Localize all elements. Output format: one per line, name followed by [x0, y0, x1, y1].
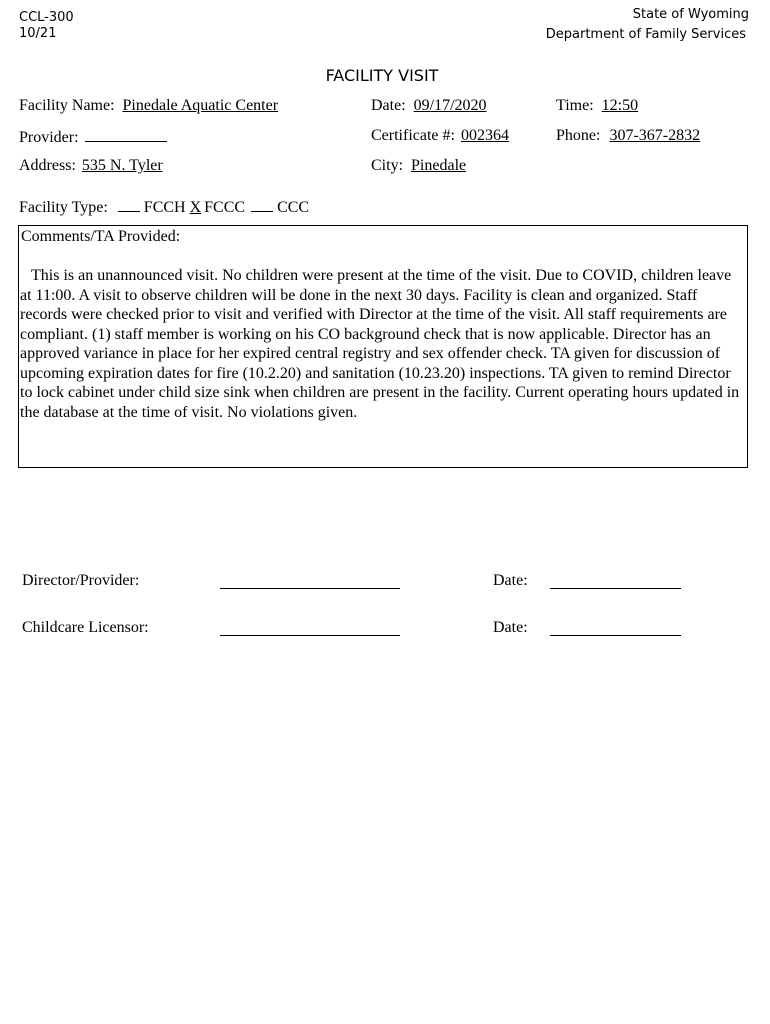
city-row — [371, 157, 466, 175]
facility-type-row — [19, 197, 309, 217]
date-label: Date: — [371, 97, 406, 114]
facility-name-label: Facility Name: — [19, 97, 115, 114]
facility-type-label: Facility Type: — [19, 199, 108, 216]
licensor-date-label: Date: — [493, 619, 528, 636]
time-label: Time: — [556, 97, 594, 114]
certificate-label: Certificate #: — [371, 127, 455, 144]
ccc-label: CCC — [277, 199, 310, 216]
address-value: 535 N. Tyler — [81, 157, 163, 174]
childcare-licensor-label: Childcare Licensor: — [22, 619, 149, 636]
certificate-value: 002364 — [460, 127, 509, 144]
date-value: 09/17/2020 — [413, 97, 487, 114]
form-code: CCL-300 — [19, 10, 74, 25]
address-row — [19, 157, 163, 175]
address-label: Address: — [19, 157, 76, 174]
director-date-line — [550, 588, 681, 589]
phone-label: Phone: — [556, 127, 601, 144]
comments-text: This is an unannounced visit. No children were present at the time of the visit. Due to COVID, children leave at 11:00. A visit to observe children will be done in the next 30 days. Facility is clean and organized. Staff records were checked prior to visit and verified with Director at the time of the visit. All staff requirements are compliant. (1) staff member is working on his CO background check that is now applicable. Director has an approved variance in place for her expired central registry and sex offender check. TA given for discussion of upcoming expiration dates for fire (10.2.20) and sanitation (10.23.20) inspections. TA given to remind Director to lock cabinet under child size sink when children are present in the facility. Current operating hours updated in the database at the time of visit. No violations given. — [20, 267, 740, 421]
certificate-row — [371, 127, 509, 145]
state-name: State of Wyoming — [632, 7, 749, 22]
director-date-label: Date: — [493, 572, 528, 589]
provider-row — [19, 127, 167, 147]
phone-row — [556, 127, 700, 145]
director-signature-line — [220, 588, 400, 589]
provider-label: Provider: — [19, 129, 79, 146]
facility-name-value: Pinedale Aquatic Center — [122, 97, 279, 114]
fcch-label: FCCH — [143, 199, 186, 216]
comments-box — [18, 225, 748, 468]
time-row — [556, 97, 638, 115]
provider-blank — [85, 127, 167, 142]
time-value: 12:50 — [601, 97, 639, 114]
city-label: City: — [371, 157, 404, 174]
form-date: 10/21 — [19, 26, 57, 41]
page-title: FACILITY VISIT — [325, 66, 439, 85]
fccc-mark: X — [189, 199, 202, 216]
city-value: Pinedale — [411, 157, 467, 174]
fcch-blank — [118, 197, 140, 212]
date-row — [371, 97, 487, 115]
department-name: Department of Family Services — [545, 27, 746, 42]
licensor-signature-line — [220, 635, 400, 636]
phone-value: 307-367-2832 — [609, 127, 701, 144]
director-provider-label: Director/Provider: — [22, 572, 140, 589]
comments-label: Comments/TA Provided: — [21, 228, 181, 245]
ccc-blank — [251, 197, 273, 212]
fccc-label: FCCC — [204, 199, 246, 216]
licensor-date-line — [550, 635, 681, 636]
facility-name-row — [19, 97, 278, 115]
